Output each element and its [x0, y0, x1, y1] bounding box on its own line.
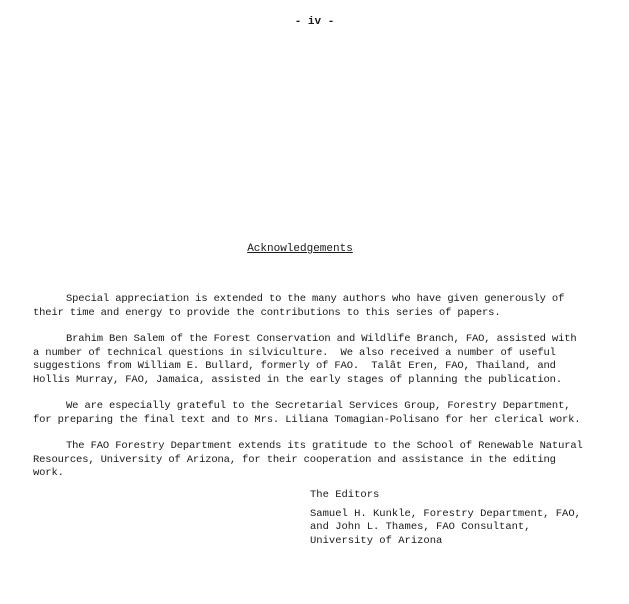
paragraph-line: Brahim Ben Salem of the Forest Conservation and Wildlife Branch, FAO, assisted with — [66, 333, 577, 345]
paragraph-1 — [33, 293, 583, 320]
paragraph-line: work. — [33, 467, 64, 479]
paragraph-4 — [33, 440, 583, 481]
signature-line: University of Arizona — [310, 534, 443, 547]
page-number: - iv - — [294, 16, 335, 28]
paragraph-line: for preparing the final text and to Mrs. Liliana Tomagian-Polisano for her clerical work. — [33, 413, 581, 426]
paragraph-line: a number of technical questions in silviculture. We also received a number of useful — [33, 346, 556, 359]
acknowledgements-body — [33, 293, 583, 494]
paragraph-3 — [33, 400, 583, 427]
acknowledgements-heading: Acknowledgements — [247, 243, 353, 255]
paragraph-line: Hollis Murray, FAO, Jamaica, assisted in the early stages of planning the publication. — [33, 373, 562, 386]
paragraph-line: We are especially grateful to the Secretarial Services Group, Forestry Department, — [66, 400, 571, 412]
signature-title: The Editors — [310, 489, 380, 501]
signature-block — [310, 489, 581, 548]
paragraph-line: The FAO Forestry Department extends its gratitude to the School of Renewable Natural — [66, 440, 583, 452]
paragraph-line: suggestions from William E. Bullard, formerly of FAO. Talât Eren, FAO, Thailand, and — [33, 360, 556, 372]
paragraph-2 — [33, 333, 583, 387]
paragraph-line: Special appreciation is extended to the many authors who have given generously of — [66, 293, 565, 305]
signature-line: and John L. Thames, FAO Consultant, — [310, 521, 531, 533]
signature-line: Samuel H. Kunkle, Forestry Department, FAO, — [310, 507, 581, 520]
paragraph-line: their time and energy to provide the contributions to this series of papers. — [33, 306, 501, 319]
paragraph-line: Resources, University of Arizona, for their cooperation and assistance in the editing — [33, 453, 556, 466]
